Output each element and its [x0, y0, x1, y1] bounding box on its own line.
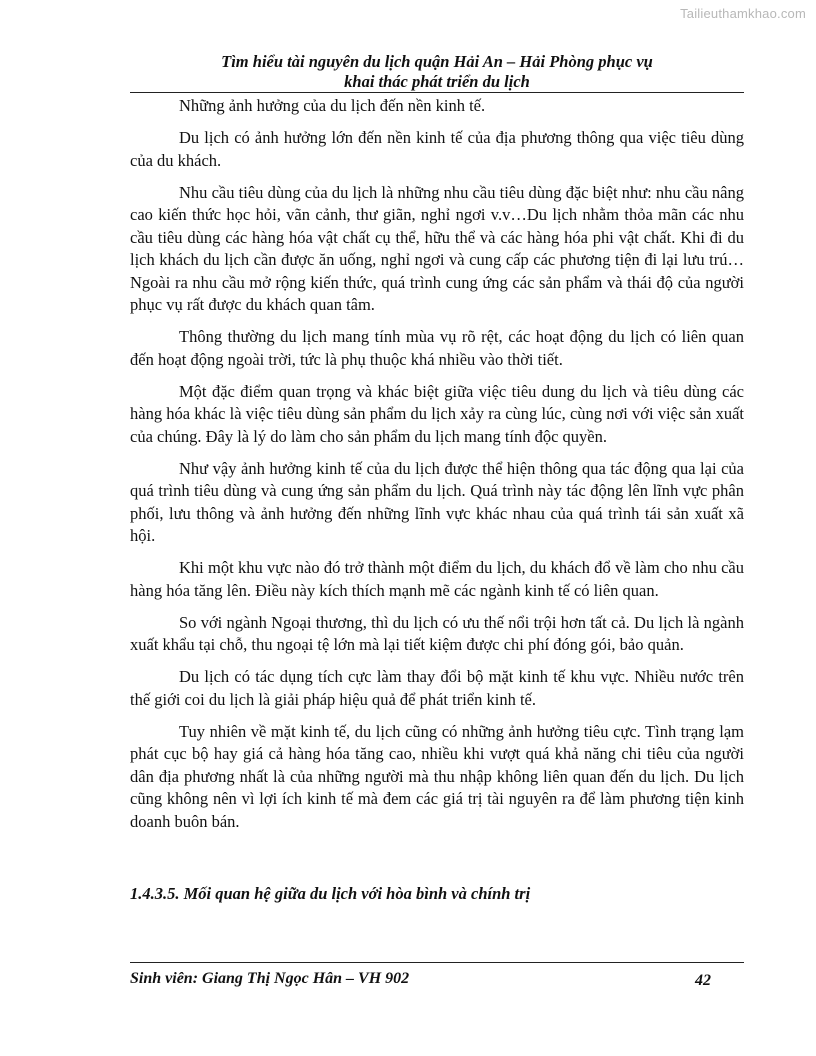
section-heading: 1.4.3.5. Mối quan hệ giữa du lịch với hòa bình và chính trị	[130, 884, 531, 903]
page-number: 42	[695, 972, 711, 989]
header-title-line-1: Tìm hiểu tài nguyên du lịch quận Hải An – Hải Phòng phục vụ	[221, 52, 653, 71]
header-title-line-2: khai thác phát triển du lịch	[344, 72, 530, 91]
paragraph: Một đặc điểm quan trọng và khác biệt giữa việc tiêu dung du lịch và tiêu dùng các hàng hóa khác là việc tiêu dùng sản phẩm du lịch xảy ra cùng lúc, cùng nơi với việc sản xuất của chúng. Đây là lý do làm cho sản phẩm du lịch mang tính độc quyền.	[130, 381, 744, 446]
footer-divider	[130, 962, 744, 963]
paragraph: Tuy nhiên về mặt kinh tế, du lịch cũng có những ảnh hưởng tiêu cực. Tình trạng lạm phát cục bộ hay giá cả hàng hóa tăng cao, nhiều khi vượt quá khả năng chi tiêu của người dân địa phương nhất là của những người mà thu nhập không liên quan đến du lịch. Du lịch cũng không nên vì lợi ích kinh tế mà đem các giá trị tài nguyên ra để làm phương tiện kinh doanh buôn bán.	[130, 721, 744, 831]
paragraph: Du lịch có tác dụng tích cực làm thay đổi bộ mặt kinh tế khu vực. Nhiều nước trên thế giới coi du lịch là giải pháp hiệu quả để phát triển kinh tế.	[130, 667, 744, 709]
watermark: Tailieuthamkhao.com	[680, 6, 806, 21]
body-text	[130, 95, 744, 843]
paragraph: Như vậy ảnh hưởng kinh tế của du lịch được thể hiện thông qua tác động qua lại của quá trình tiêu dùng và cung ứng sản phẩm du lịch. Quá trình này tác động lên lĩnh vực phân phối, lưu thông và ảnh hưởng đến những lĩnh vực khác nhau của quá trình tái sản xuất xã hội.	[130, 458, 744, 545]
paragraph: Khi một khu vực nào đó trở thành một điểm du lịch, du khách đổ về làm cho nhu cầu hàng hóa tăng lên. Điều này kích thích mạnh mẽ các ngành kinh tế có liên quan.	[130, 558, 744, 600]
page-header-title	[130, 52, 744, 92]
paragraph: So với ngành Ngoại thương, thì du lịch có ưu thế nổi trội hơn tất cả. Du lịch là ngành xuất khẩu tại chỗ, thu ngoại tệ lớn mà lại tiết kiệm được chi phí đóng gói, bảo quản.	[130, 612, 744, 654]
paragraph: Thông thường du lịch mang tính mùa vụ rõ rệt, các hoạt động du lịch có liên quan đến hoạt động ngoài trời, tức là phụ thuộc khá nhiều vào thời tiết.	[130, 327, 744, 369]
paragraph: Du lịch có ảnh hưởng lớn đến nền kinh tế của địa phương thông qua việc tiêu dùng của du khách.	[130, 128, 744, 170]
paragraph: Nhu cầu tiêu dùng của du lịch là những nhu cầu tiêu dùng đặc biệt như: nhu cầu nâng cao kiến thức học hỏi, vãn cảnh, thư giãn, nghỉ ngơi v.v…Du lịch nhằm thỏa mãn các nhu cầu tiêu dùng các hàng hóa vật chất cụ thể, hữu thể và các hàng hóa phi vật chất. Khi đi du lịch khách du lịch cần được ăn uống, nghỉ ngơi và cung cấp các phương tiện đi lại lưu trú… Ngoài ra nhu cầu mở rộng kiến thức, quá trình cung ứng các sản phẩm và thái độ của người phục vụ rất được du khách quan tâm.	[130, 182, 744, 314]
footer-student: Sinh viên: Giang Thị Ngọc Hân – VH 902	[130, 970, 410, 987]
paragraph: Những ảnh hưởng của du lịch đến nền kinh tế.	[179, 96, 486, 115]
header-divider	[130, 92, 744, 93]
